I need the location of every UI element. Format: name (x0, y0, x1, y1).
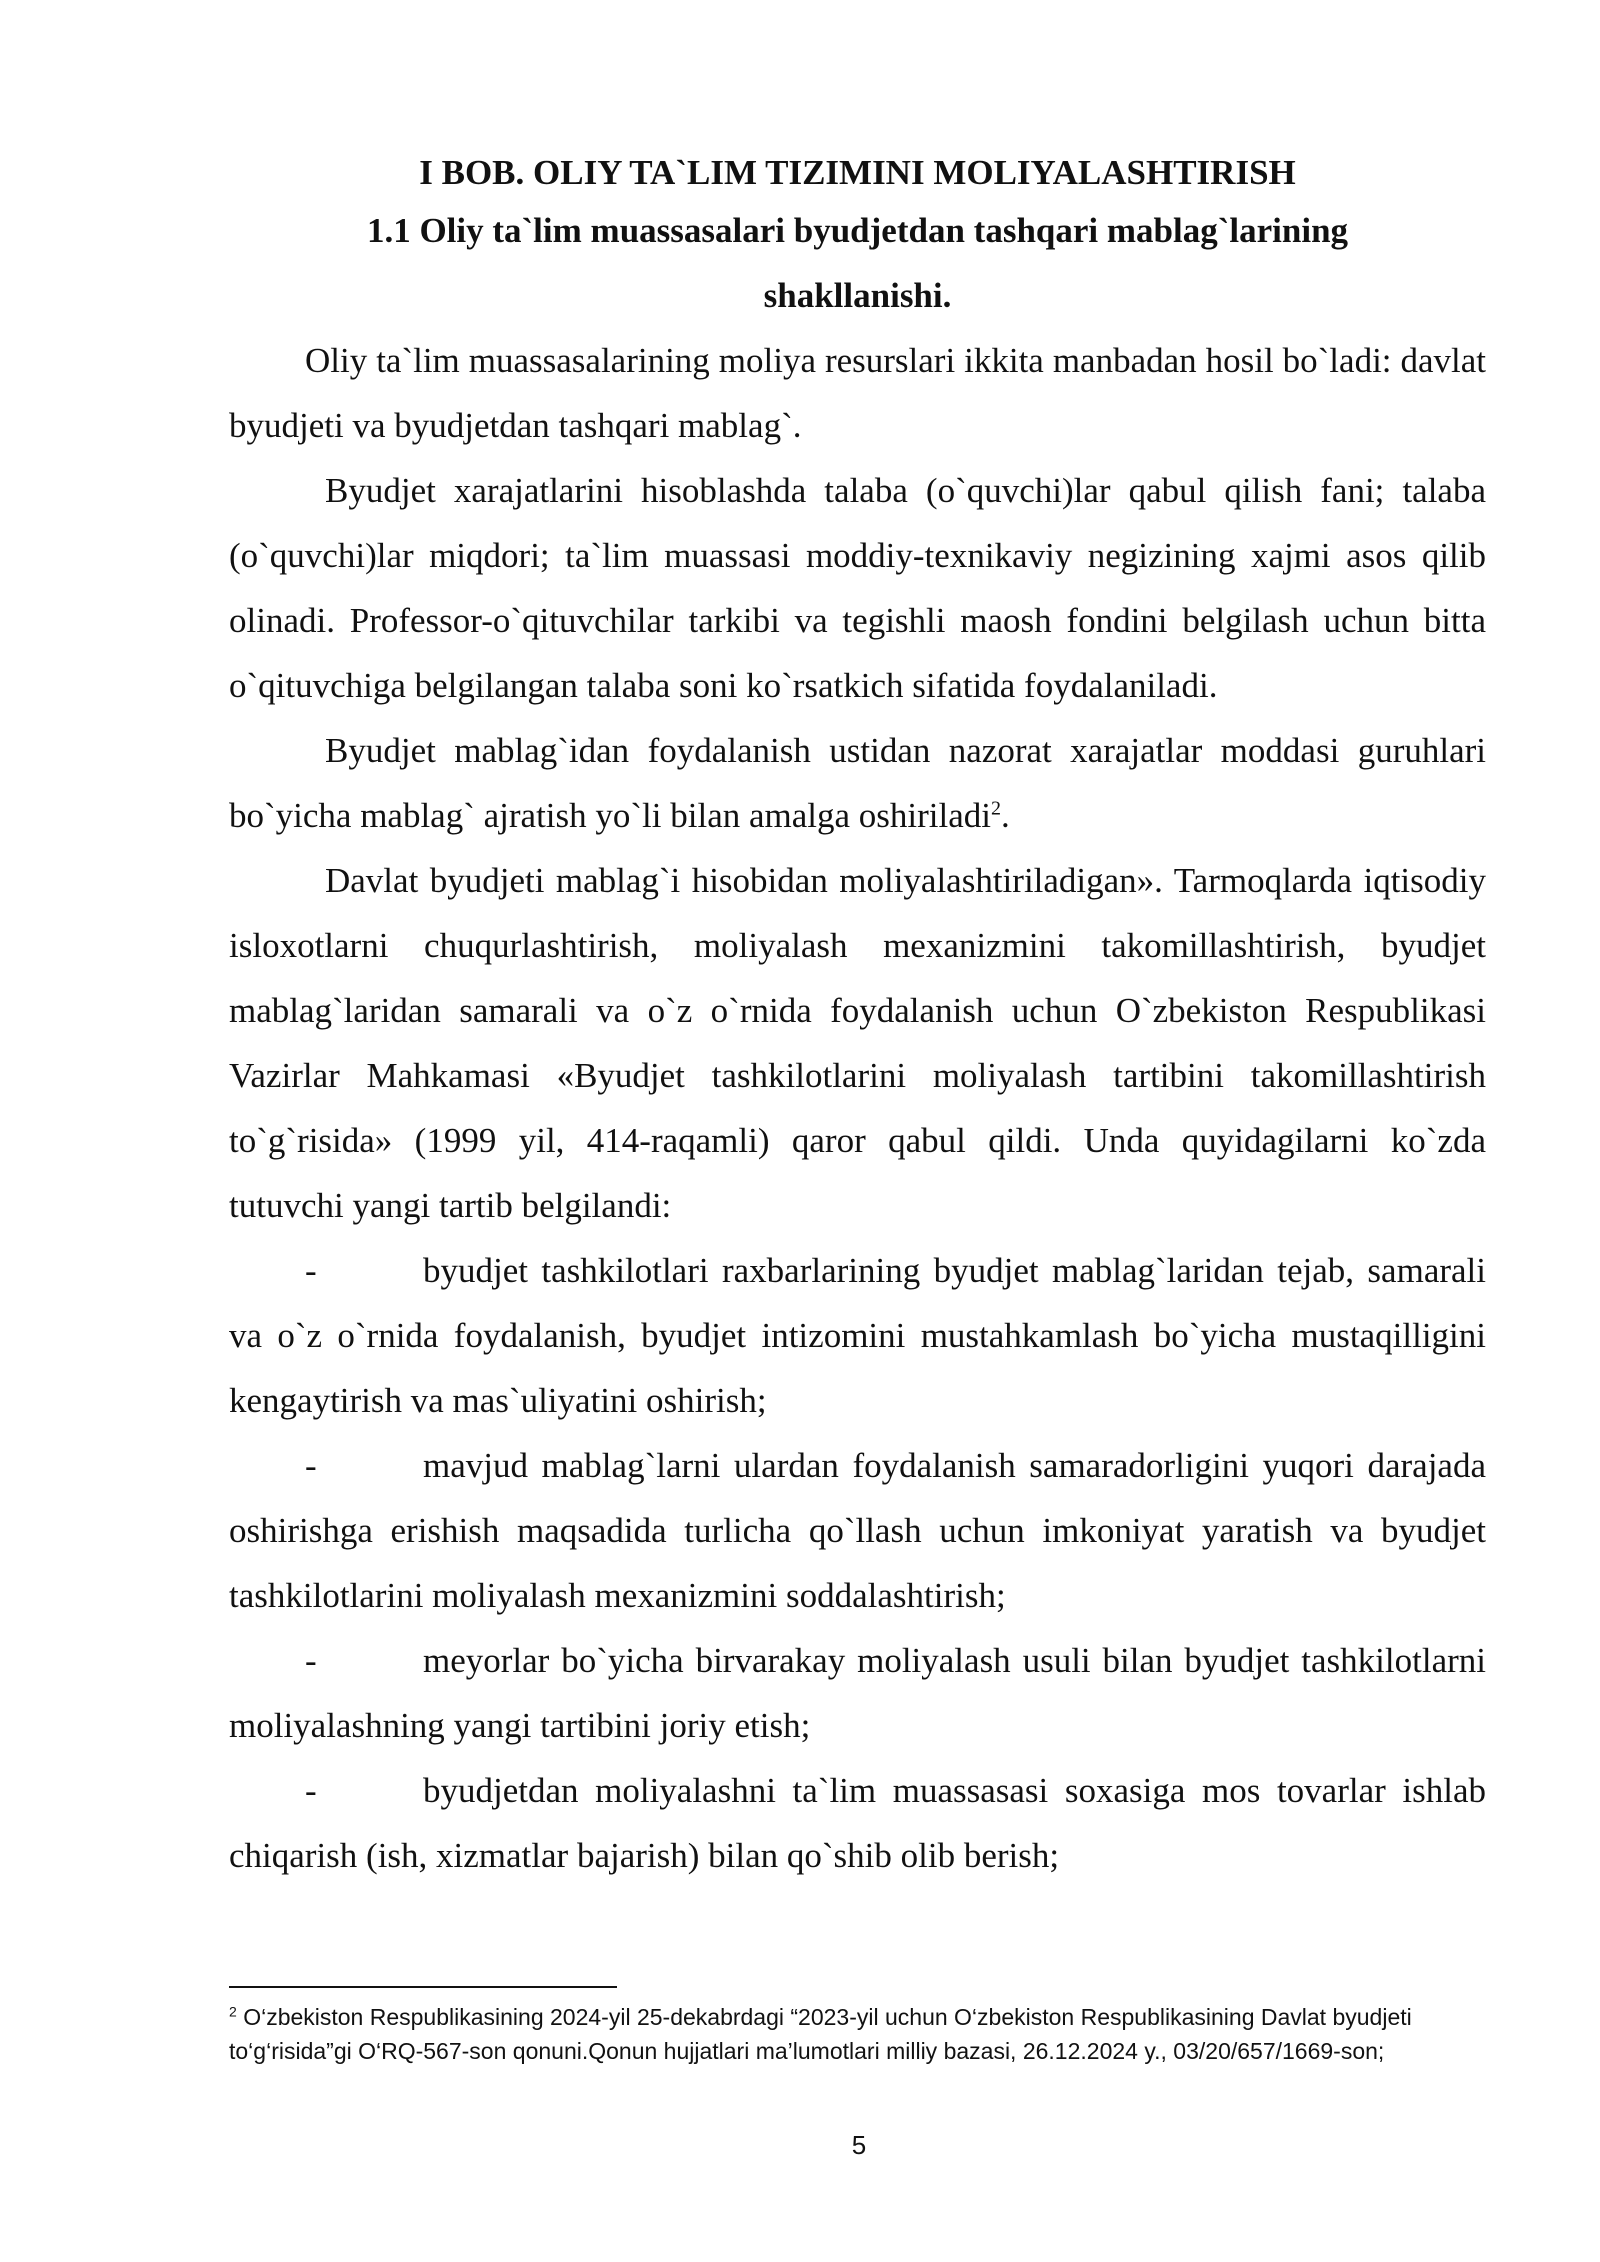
bullet-text: mavjud mablag`larni ulardan foydalanish samaradorligini yuqori darajada oshirishga erishish maqsadida turlicha qo`llash uchun imkoniyat yaratish va byudjet tashkilotlarini moliyalash mexanizmini soddalashtirish; (229, 1446, 1486, 1615)
paragraph-3-end: . (1001, 796, 1010, 835)
bullet-dash: - (305, 1251, 317, 1290)
section-title-line1: 1.1 Oliy ta`lim muassasalari byudjetdan tashqari mablag`larining (366, 211, 1349, 250)
bullet-item (229, 1238, 1486, 1433)
paragraph-3 (229, 718, 1486, 848)
footnote-separator (229, 1986, 617, 1988)
section-title (229, 198, 1486, 328)
paragraph-3-text: Byudjet mablag`idan foydalanish ustidan nazorat xarajatlar moddasi guruhlari bo`yicha mablag` ajratish yo`li bilan amalga oshiriladi (229, 731, 1486, 835)
bullet-text: byudjet tashkilotlari raxbarlarining byudjet mablag`laridan tejab, samarali va o`z o`rnida foydalanish, byudjet intizomini mustahkamlash bo`yicha mustaqilligini kengaytirish va mas`uliyatini oshirish; (229, 1251, 1486, 1420)
bullet-item (229, 1433, 1486, 1628)
bullet-item (229, 1628, 1486, 1758)
page-body (229, 148, 1486, 1888)
paragraph-1: Oliy ta`lim muassasalarining moliya resurslari ikkita manbadan hosil bo`ladi: davlat byudjeti va byudjetdan tashqari mablag`. (229, 341, 1486, 445)
bullet-dash: - (305, 1446, 317, 1485)
bullet-dash: - (305, 1771, 317, 1810)
bullet-item (229, 1758, 1486, 1888)
bullet-dash: - (305, 1641, 317, 1680)
footnote-text: O‘zbekiston Respublikasining 2024-yil 25-dekabrdagi “2023-yil uchun O‘zbekiston Respublikasining Davlat byudjeti to‘g‘risida”gi O‘RQ-567-son qonuni.Qonun hujjatlari ma’lumotlari milliy bazasi, 26.12.2024 y., 03/20/657/1669-son; (229, 2004, 1412, 2064)
paragraph-4: Davlat byudjeti mablag`i hisobidan moliyalashtiriladigan». Tarmoqlarda iqtisodiy isloxotlarni chuqurlashtirish, moliyalash mexanizmini takomillashtirish, byudjet mablag`laridan samarali va o`z o`rnida foydalanish uchun O`zbekiston Respublikasi Vazirlar Mahkamasi «Byudjet tashkilotlarini moliyalash tartibini takomillashtirish to`g`risida» (1999 yil, 414-raqamli) qaror qabul qildi. Unda quyidagilarni ko`zda tutuvchi yangi tartib belgilandi: (229, 861, 1486, 1225)
bullet-text: byudjetdan moliyalashni ta`lim muassasasi soxasiga mos tovarlar ishlab chiqarish (ish, xizmatlar bajarish) bilan qo`shib olib berish; (229, 1771, 1486, 1875)
footnote-reference: 2 (991, 797, 1001, 820)
footnote-number: 2 (229, 2003, 237, 2020)
page-number: 5 (851, 2130, 867, 2160)
chapter-title: I BOB. OLIY TA`LIM TIZIMINI MOLIYALASHTIRISH (419, 153, 1296, 192)
paragraph-2: Byudjet xarajatlarini hisoblashda talaba (o`quvchi)lar qabul qilish fani; talaba (o`quvchi)lar miqdori; ta`lim muassasi moddiy-texnikaviy negizining xajmi asos qilib olinadi. Professor-o`qituvchilar tarkibi va tegishli maosh fondini belgilash uchun bitta o`qituvchiga belgilangan talaba soni ko`rsatkich sifatida foydalaniladi. (229, 471, 1486, 705)
bullet-text: meyorlar bo`yicha birvarakay moliyalash usuli bilan byudjet tashkilotlarni moliyalashning yangi tartibini joriy etish; (229, 1641, 1486, 1745)
section-title-line2: shakllanishi. (763, 276, 952, 315)
footnote (229, 2000, 1486, 2068)
